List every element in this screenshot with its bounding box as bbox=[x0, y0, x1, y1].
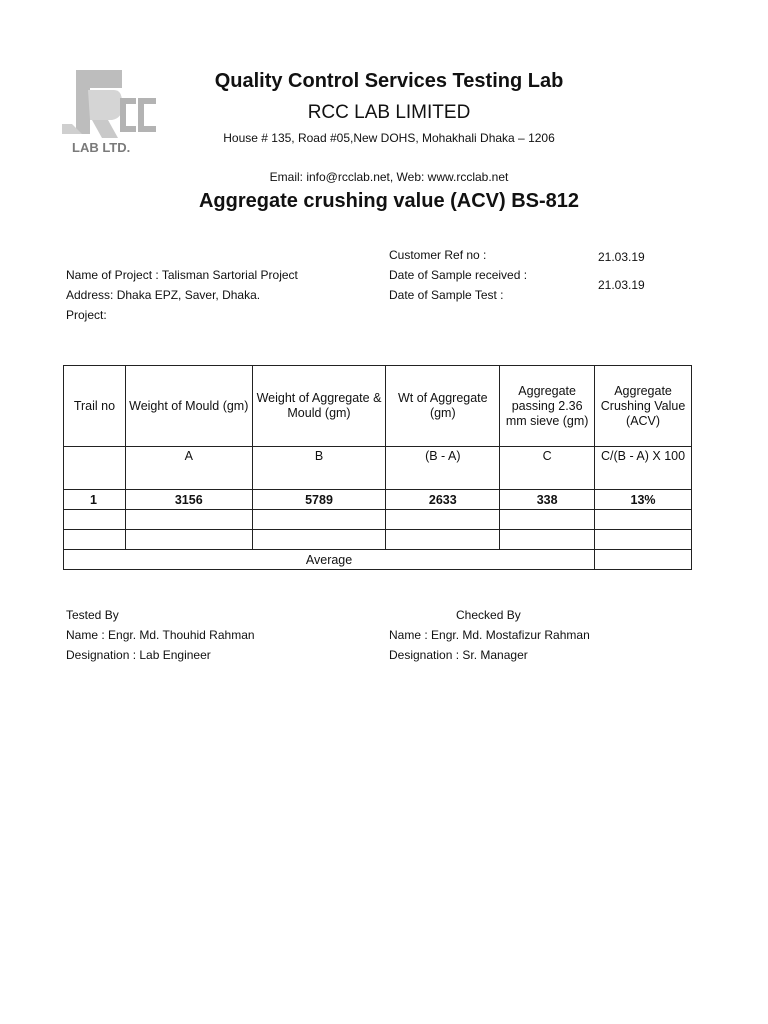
logo-text: LAB LTD. bbox=[72, 140, 131, 155]
header-aggregate-passing: Aggregate passing 2.36 mm sieve (gm) bbox=[500, 366, 595, 447]
project-info-right bbox=[389, 245, 527, 305]
table-cell bbox=[500, 530, 595, 550]
header-trail-no: Trail no bbox=[64, 366, 126, 447]
header-acv: Aggregate Crushing Value (ACV) bbox=[595, 366, 692, 447]
formula-cell bbox=[64, 447, 126, 490]
formula-cell: C/(B - A) X 100 bbox=[595, 447, 692, 490]
table-header-row bbox=[64, 366, 692, 447]
date-test-label: Date of Sample Test : bbox=[389, 288, 504, 302]
project-name: Name of Project : Talisman Sartorial Project bbox=[66, 268, 298, 282]
formula-row bbox=[64, 447, 692, 490]
table-cell bbox=[64, 510, 126, 530]
header-weight-aggregate-mould: Weight of Aggregate & Mould (gm) bbox=[252, 366, 386, 447]
document-title: Aggregate crushing value (ACV) BS-812 bbox=[198, 190, 580, 212]
table-cell: 338 bbox=[500, 490, 595, 510]
project-address: Address: Dhaka EPZ, Saver, Dhaka. bbox=[66, 288, 261, 302]
table-cell bbox=[386, 510, 500, 530]
header-weight-of-mould: Weight of Mould (gm) bbox=[125, 366, 252, 447]
checked-by-name: Name : Engr. Md. Mostafizur Rahman bbox=[389, 628, 590, 642]
acv-results-table bbox=[63, 365, 692, 570]
table-cell bbox=[595, 510, 692, 530]
project-info-values bbox=[598, 247, 645, 295]
average-value bbox=[595, 550, 692, 570]
project-label: Project: bbox=[66, 308, 107, 322]
table-row-empty bbox=[64, 530, 692, 550]
table-cell bbox=[595, 530, 692, 550]
header-wt-of-aggregate: Wt of Aggregate (gm) bbox=[386, 366, 500, 447]
date-test-value: 21.03.19 bbox=[598, 278, 645, 292]
table-cell bbox=[386, 530, 500, 550]
tested-by-designation: Designation : Lab Engineer bbox=[66, 648, 211, 662]
table-cell bbox=[125, 530, 252, 550]
table-cell: 3156 bbox=[125, 490, 252, 510]
date-received-label: Date of Sample received : bbox=[389, 268, 528, 282]
average-row bbox=[64, 550, 692, 570]
tested-by-name: Name : Engr. Md. Thouhid Rahman bbox=[66, 628, 255, 642]
table-cell bbox=[64, 530, 126, 550]
project-info-left bbox=[66, 265, 298, 325]
company-contact: Email: info@rcclab.net, Web: www.rcclab.net bbox=[269, 170, 509, 184]
table-cell: 2633 bbox=[386, 490, 500, 510]
average-label: Average bbox=[64, 550, 595, 570]
table-cell bbox=[252, 530, 386, 550]
table-row-empty bbox=[64, 510, 692, 530]
formula-cell: B bbox=[252, 447, 386, 490]
table-cell bbox=[252, 510, 386, 530]
tested-by-label: Tested By bbox=[66, 608, 119, 622]
table-row bbox=[64, 490, 692, 510]
checked-by-designation: Designation : Sr. Manager bbox=[389, 648, 528, 662]
table-cell: 1 bbox=[64, 490, 126, 510]
lab-title: Quality Control Services Testing Lab bbox=[214, 70, 564, 92]
table-cell: 5789 bbox=[252, 490, 386, 510]
formula-cell: A bbox=[125, 447, 252, 490]
checked-by-label: Checked By bbox=[456, 608, 521, 622]
table-cell bbox=[125, 510, 252, 530]
company-name: RCC LAB LIMITED bbox=[307, 102, 471, 123]
table-cell bbox=[500, 510, 595, 530]
formula-cell: (B - A) bbox=[386, 447, 500, 490]
customer-ref-label: Customer Ref no : bbox=[389, 248, 487, 262]
table-cell: 13% bbox=[595, 490, 692, 510]
tested-by-block bbox=[66, 605, 255, 665]
date-received-value: 21.03.19 bbox=[598, 250, 645, 264]
formula-cell: C bbox=[500, 447, 595, 490]
checked-by-block bbox=[389, 605, 590, 665]
company-address: House # 135, Road #05,New DOHS, Mohakhali Dhaka – 1206 bbox=[223, 131, 555, 145]
